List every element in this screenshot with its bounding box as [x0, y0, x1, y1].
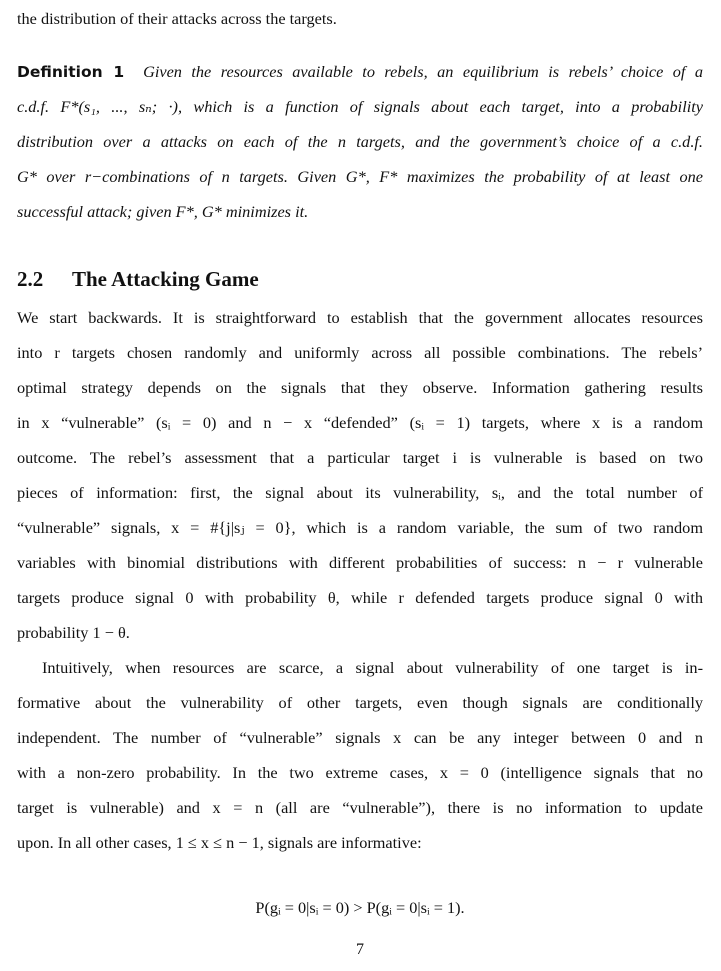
- text-line: variables with binomial distributions with different probabilities of success: n − r vulnerable: [17, 553, 703, 572]
- section-heading: [17, 266, 703, 292]
- definition-line: G* over r−combinations of n targets. Given G*, F* maximizes the probability of at least one: [17, 167, 703, 186]
- definition-text: Given the resources available to rebels, an equilibrium is rebels’ choice of a: [143, 62, 703, 81]
- text-line: target is vulnerable) and x = n (all are “vulnerable”), there is no information to update: [17, 798, 703, 817]
- definition-line: c.d.f. F*(s₁, ..., sₙ; ·), which is a function of signals about each target, into a probability: [17, 97, 703, 116]
- text-line: targets produce signal 0 with probability θ, while r defended targets produce signal 0 with: [17, 588, 703, 607]
- text-line: upon. In all other cases, 1 ≤ x ≤ n − 1, signals are informative:: [17, 833, 422, 852]
- text-line: independent. The number of “vulnerable” signals x can be any integer between 0 and n: [17, 728, 703, 747]
- text-line: in x “vulnerable” (sᵢ = 0) and n − x “defended” (sᵢ = 1) targets, where x is a random: [17, 413, 703, 432]
- definition-line: [17, 62, 703, 82]
- definition-label: Definition 1: [17, 63, 125, 81]
- text-line: We start backwards. It is straightforward to establish that the government allocates resources: [17, 308, 703, 327]
- text-line: outcome. The rebel’s assessment that a particular target i is vulnerable is based on two: [17, 448, 703, 467]
- section-number: 2.2: [17, 267, 44, 291]
- section-title: The Attacking Game: [72, 267, 259, 291]
- definition-line: successful attack; given F*, G* minimizes it.: [17, 202, 309, 221]
- text-line: the distribution of their attacks across the targets.: [17, 9, 337, 28]
- text-line: probability 1 − θ.: [17, 623, 130, 642]
- page-number: 7: [356, 941, 364, 958]
- text-line: into r targets chosen randomly and uniformly across all possible combinations. The rebels’: [17, 343, 703, 362]
- text-line: Intuitively, when resources are scarce, a signal about vulnerability of one target is in-: [42, 658, 703, 677]
- text-line: pieces of information: first, the signal about its vulnerability, sᵢ, and the total number of: [17, 483, 703, 502]
- text-line: with a non-zero probability. In the two extreme cases, x = 0 (intelligence signals that no: [17, 763, 703, 782]
- text-line: optimal strategy depends on the signals that they observe. Information gathering results: [17, 378, 703, 397]
- display-equation: P(gᵢ = 0|sᵢ = 0) > P(gᵢ = 0|sᵢ = 1).: [255, 898, 465, 917]
- definition-line: distribution over a attacks on each of the n targets, and the government’s choice of a c.d.f.: [17, 132, 703, 151]
- text-line: “vulnerable” signals, x = #{j|sⱼ = 0}, which is a random variable, the sum of two random: [17, 518, 703, 537]
- text-line: formative about the vulnerability of other targets, even though signals are conditionally: [17, 693, 703, 712]
